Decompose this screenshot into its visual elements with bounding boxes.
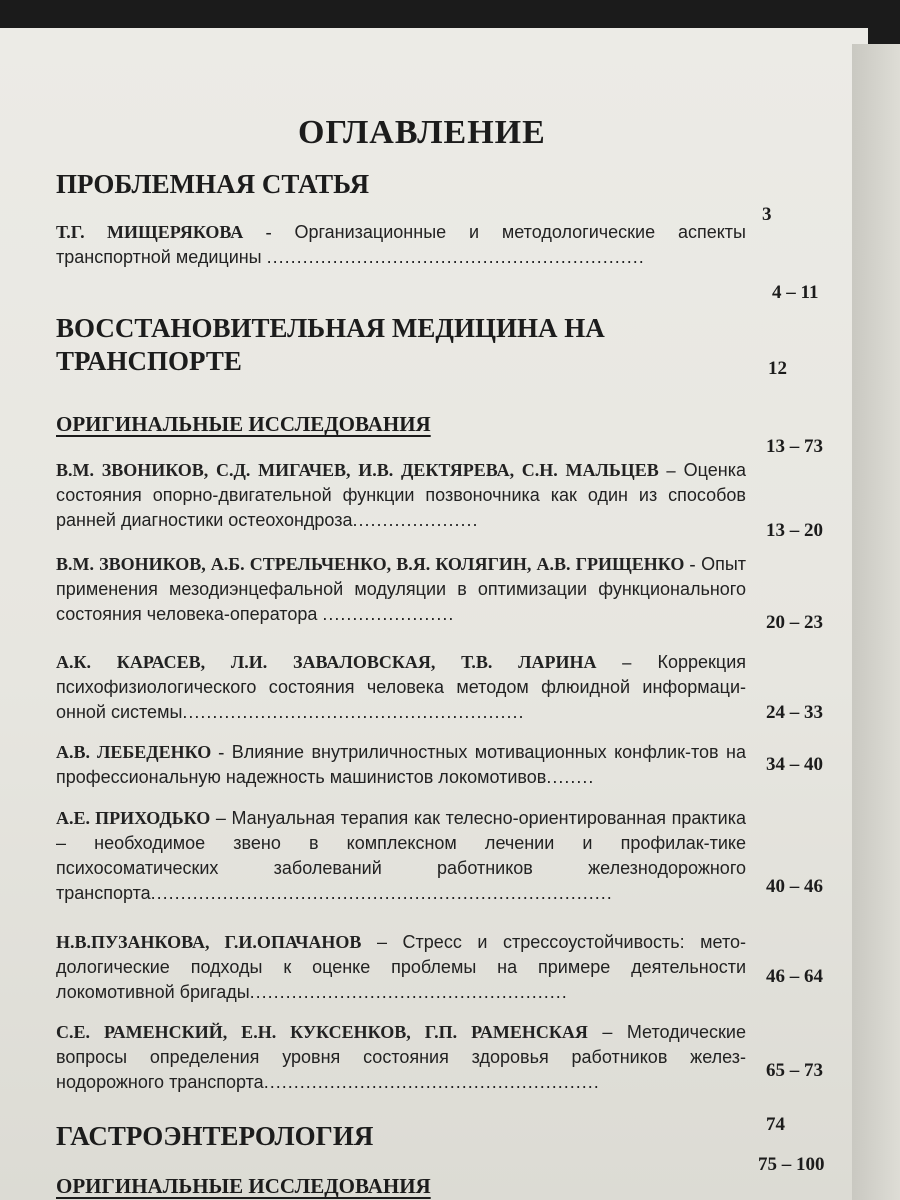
entry-authors: А.В. ЛЕБЕДЕНКО -	[56, 742, 225, 762]
entry-pages: 20 – 23	[766, 612, 823, 633]
entry-title: Коррекция психофизиологического состояния человека методом флюидной информаци-онной системы	[56, 652, 747, 722]
entry-pages: 24 – 33	[766, 702, 823, 723]
page-title: ОГЛАВЛЕНИЕ	[298, 114, 546, 151]
entry-pages: 40 – 46	[766, 876, 823, 897]
entry-title: Влияние внутриличностных мотивационных конфлик-тов на профессиональную надежность машинистов локомотивов	[56, 742, 746, 787]
section-title-gastroenterology: ГАСТРОЭНТЕРОЛОГИЯ	[56, 1121, 374, 1151]
toc-entry[interactable]	[56, 220, 746, 270]
entry-dots: .............................................................................	[150, 883, 613, 903]
section-page-number: 3	[762, 204, 772, 225]
entry-dots: ...............................................................	[266, 247, 645, 267]
section-page-number: 12	[768, 358, 787, 379]
entry-pages: 34 – 40	[766, 754, 823, 775]
toc-entry[interactable]	[56, 806, 746, 906]
entry-dots: ......................	[322, 604, 455, 624]
entry-title: – Стресс и стрессоустойчивость: мето-дологические подходы к оценке проблемы на примере деятельности локомотивной бригады	[56, 932, 746, 1002]
section-title-restorative-medicine: ВОССТАНОВИТЕЛЬНАЯ МЕДИЦИНА НА ТРАНСПОРТЕ	[56, 313, 605, 376]
toc-entry[interactable]	[56, 930, 746, 1005]
entry-authors: А.К. КАРАСЕВ, Л.И. ЗАВАЛОВСКАЯ, Т.В. ЛАРИНА –	[56, 652, 632, 672]
entry-pages: 4 – 11	[772, 282, 819, 303]
toc-entry[interactable]	[56, 1020, 746, 1095]
entry-pages: 46 – 64	[766, 966, 823, 987]
entry-authors: А.Е. ПРИХОДЬКО	[56, 808, 211, 828]
entry-title: – Мануальная терапия как телесно-ориентированная практика – необходимое звено в комплексном лечении и профилак-тике психосоматических заболеваний работников железнодорожного транспорта	[56, 808, 746, 903]
entry-dots: .....................	[352, 510, 479, 530]
subsection-page-range: 13 – 73	[766, 436, 823, 457]
toc-entry[interactable]	[56, 740, 746, 790]
toc-entry[interactable]	[56, 458, 746, 533]
subsection-title-original-research: ОРИГИНАЛЬНЫЕ ИССЛЕДОВАНИЯ	[56, 412, 431, 436]
entry-title: Оценка состояния опорно-двигательной функции позвоночника как один из способов ранней диагностики остеохондроза	[56, 460, 747, 530]
section-page-number: 74	[766, 1114, 785, 1135]
entry-authors: С.Е. РАМЕНСКИЙ, Е.Н. КУКСЕНКОВ, Г.П. РАМЕНСКАЯ	[56, 1022, 588, 1042]
entry-dots: .....................................................	[249, 982, 568, 1002]
entry-authors: В.М. ЗВОНИКОВ, А.Б. СТРЕЛЬЧЕНКО, В.Я. КОЛЯГИН, А.В. ГРИЩЕНКО -	[56, 554, 696, 574]
toc-entry[interactable]	[56, 650, 746, 725]
entry-pages: 65 – 73	[766, 1060, 823, 1081]
section-title-problem-article: ПРОБЛЕМНАЯ СТАТЬЯ	[56, 169, 370, 199]
entry-title: Организационные и методологические аспекты транспортной медицины	[56, 222, 746, 267]
entry-title: Опыт применения мезодиэнцефальной модуляции в оптимизации функционального состояния человека-оператора	[56, 554, 746, 624]
entry-title: – Методические вопросы определения уровня состояния здоровья работников желез-нодорожного транспорта	[56, 1022, 746, 1092]
entry-authors: Н.В.ПУЗАНКОВА, Г.И.ОПАЧАНОВ	[56, 932, 362, 952]
entry-dots: ........	[546, 767, 595, 787]
entry-authors: В.М. ЗВОНИКОВ, С.Д. МИГАЧЕВ, И.В. ДЕКТЯРЕВА, С.Н. МАЛЬЦЕВ –	[56, 460, 676, 480]
entry-authors: Т.Г. МИЩЕРЯКОВА -	[56, 222, 272, 242]
toc-entry[interactable]	[56, 552, 746, 627]
adjacent-page-edge	[852, 44, 900, 1200]
entry-dots: ........................................................	[263, 1072, 600, 1092]
entry-pages: 13 – 20	[766, 520, 823, 541]
entry-dots: .........................................................	[182, 702, 525, 722]
subsection-page-range: 75 – 100	[758, 1154, 825, 1175]
contents-page	[0, 28, 868, 1200]
subsection-title-original-research: ОРИГИНАЛЬНЫЕ ИССЛЕДОВАНИЯ	[56, 1174, 431, 1198]
